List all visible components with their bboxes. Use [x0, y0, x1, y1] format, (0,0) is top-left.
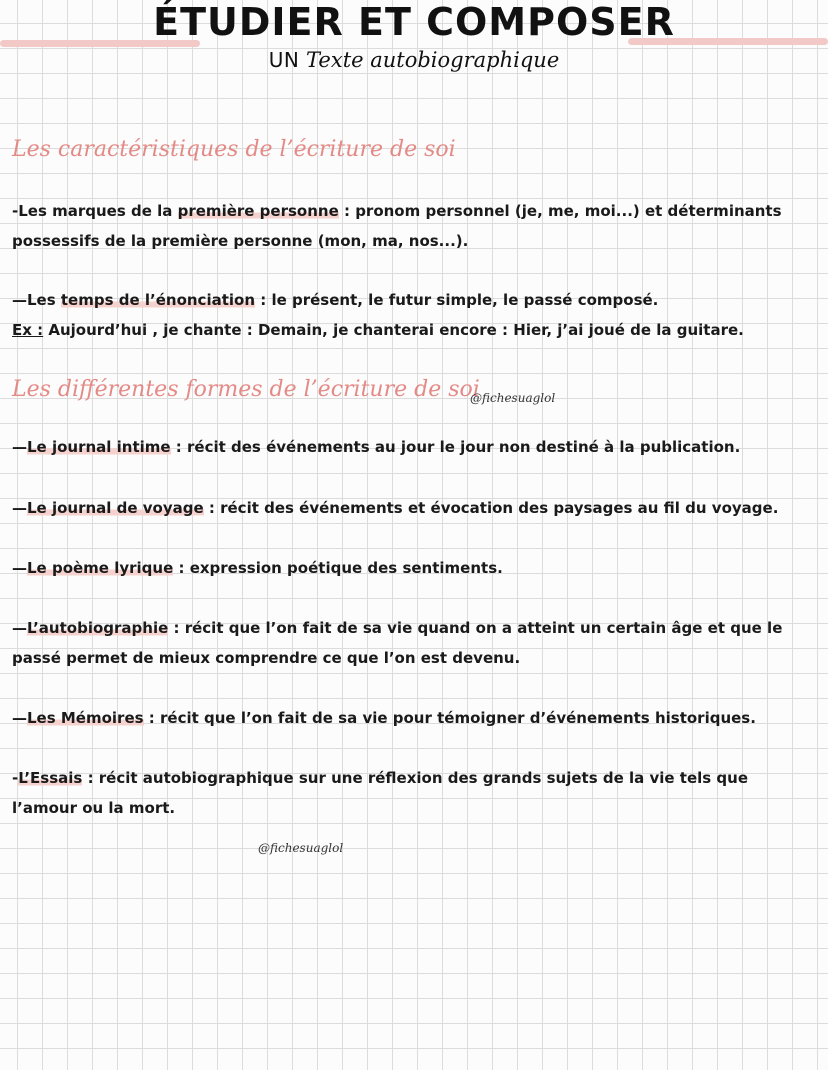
item-term: L’Essais	[18, 769, 83, 787]
item-text: : récit que l’on fait de sa vie pour témoigner d’événements historiques.	[143, 709, 756, 727]
item-term: première personne	[177, 202, 339, 220]
footer-signature: @fichesuaglol	[258, 841, 344, 855]
item-prefix: —	[12, 709, 27, 727]
section-heading-characteristics: Les caractéristiques de l’écriture de soi	[12, 137, 456, 162]
subtitle-main: Texte autobiographique	[306, 48, 560, 72]
list-item	[12, 553, 802, 583]
item-prefix: —Les	[12, 291, 61, 309]
item-text-continued: passé permet de mieux comprendre ce que l’on est devenu.	[12, 649, 521, 667]
list-item	[12, 432, 802, 462]
item-text: : récit des événements et évocation des paysages au fil du voyage.	[203, 499, 779, 517]
item-text: : récit que l’on fait de sa vie quand on a atteint un certain âge et que le	[168, 619, 783, 637]
item-term: Le journal de voyage	[27, 499, 204, 517]
watermark-signature: @fichesuaglol	[470, 391, 556, 405]
list-item	[12, 196, 802, 256]
item-term: Le poème lyrique	[27, 559, 174, 577]
item-text: : le présent, le futur simple, le passé composé.	[255, 291, 659, 309]
subtitle-prefix: UN	[268, 48, 300, 72]
item-term: Le journal intime	[27, 438, 171, 456]
list-item	[12, 763, 802, 823]
item-text-continued: possessifs de la première personne (mon, ma, nos...).	[12, 232, 469, 250]
page-subtitle	[0, 46, 828, 74]
item-term: Les Mémoires	[27, 709, 144, 727]
example-text: Aujourd’hui , je chante : Demain, je chanterai encore : Hier, j’ai joué de la guitare.	[43, 321, 744, 339]
item-text: : expression poétique des sentiments.	[173, 559, 503, 577]
item-prefix: —	[12, 499, 27, 517]
item-prefix: —	[12, 559, 27, 577]
example-label: Ex :	[12, 321, 44, 339]
page-title: ÉTUDIER ET COMPOSER	[153, 0, 675, 44]
item-prefix: -Les marques de la	[12, 202, 178, 220]
item-text: : pronom personnel (je, me, moi...) et déterminants	[338, 202, 782, 220]
item-text-continued: l’amour ou la mort.	[12, 799, 176, 817]
list-item	[12, 493, 802, 523]
item-prefix: -	[12, 769, 19, 787]
list-item	[12, 285, 802, 345]
list-item	[12, 703, 802, 733]
item-text: : récit autobiographique sur une réflexion des grands sujets de la vie tels que	[82, 769, 749, 787]
item-prefix: —	[12, 438, 27, 456]
item-term: temps de l’énonciation	[60, 291, 256, 309]
list-item	[12, 613, 802, 673]
item-term: L’autobiographie	[27, 619, 169, 637]
item-prefix: —	[12, 619, 27, 637]
section-heading-forms: Les différentes formes de l’écriture de soi	[12, 377, 480, 402]
item-text: : récit des événements au jour le jour non destiné à la publication.	[170, 438, 741, 456]
